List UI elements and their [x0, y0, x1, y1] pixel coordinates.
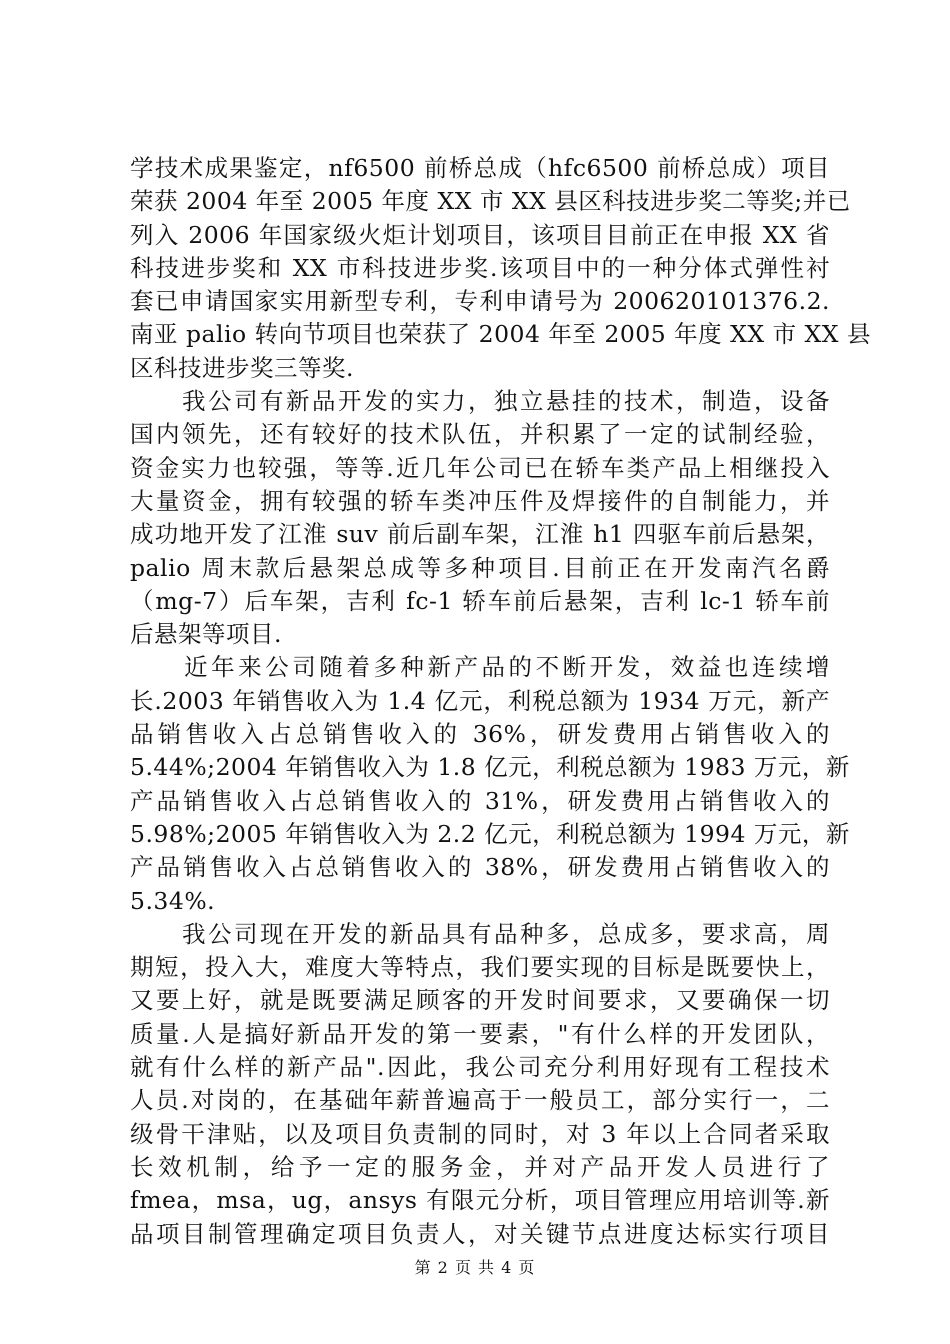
- text-line: fmea，msa，ug，ansys 有限元分析，项目管理应用培训等.新: [130, 1186, 830, 1215]
- text-line: 学技术成果鉴定，nf6500 前桥总成（hfc6500 前桥总成）项目: [130, 154, 830, 182]
- text-line: 国内领先，还有较好的技术队伍，并积累了一定的试制经验，: [130, 420, 830, 449]
- text-line: 南亚 palio 转向节项目也荣获了 2004 年至 2005 年度 XX 市 XX 县: [130, 320, 871, 349]
- text-line: （mg-7）后车架，吉利 fc-1 轿车前后悬架，吉利 lc-1 轿车前: [130, 586, 830, 615]
- text-line: 大量资金，拥有较强的轿车类冲压件及焊接件的自制能力，并: [130, 486, 830, 515]
- text-line: 级骨干津贴，以及项目负责制的同时，对 3 年以上合同者采取: [130, 1119, 830, 1148]
- text-line: 又要上好，就是既要满足顾客的开发时间要求，又要确保一切: [130, 986, 830, 1015]
- text-line: 近年来公司随着多种新产品的不断开发，效益也连续增: [130, 653, 830, 682]
- text-line: 5.34%.: [130, 886, 216, 915]
- text-line: 后悬架等项目.: [130, 620, 282, 649]
- text-line: 列入 2006 年国家级火炬计划项目，该项目目前正在申报 XX 省: [130, 220, 830, 249]
- text-line: 成功地开发了江淮 suv 前后副车架，江淮 h1 四驱车前后悬架，: [130, 520, 830, 549]
- text-line: 产品销售收入占总销售收入的 31%，研发费用占销售收入的: [130, 786, 830, 815]
- text-line: 我公司有新品开发的实力，独立悬挂的技术，制造，设备: [130, 387, 830, 416]
- text-line: 质量.人是搞好新品开发的第一要素，"有什么样的开发团队，: [130, 1019, 830, 1048]
- text-line: 套已申请国家实用新型专利，专利申请号为 200620101376.2.: [130, 287, 830, 316]
- text-line: 科技进步奖和 XX 市科技进步奖.该项目中的一种分体式弹性衬: [130, 253, 830, 282]
- page-footer: 第 2 页 共 4 页: [414, 1258, 536, 1277]
- text-line: 资金实力也较强，等等.近几年公司已在轿车类产品上相继投入: [130, 453, 830, 482]
- text-line: 长.2003 年销售收入为 1.4 亿元，利税总额为 1934 万元，新产: [130, 686, 830, 715]
- text-line: 荣获 2004 年至 2005 年度 XX 市 XX 县区科技进步奖二等奖;并已: [130, 187, 851, 216]
- text-line: 长效机制，给予一定的服务金，并对产品开发人员进行了: [130, 1152, 830, 1181]
- text-line: 5.98%;2005 年销售收入为 2.2 亿元，利税总额为 1994 万元，新: [130, 819, 850, 848]
- text-line: 我公司现在开发的新品具有品种多，总成多，要求高，周: [130, 919, 830, 948]
- text-line: 人员.对岗的，在基础年薪普遍高于一般员工，部分实行一，二: [130, 1086, 830, 1115]
- text-line: 区科技进步奖三等奖.: [130, 353, 354, 382]
- text-line: 5.44%;2004 年销售收入为 1.8 亿元，利税总额为 1983 万元，新: [130, 753, 850, 782]
- text-line: 就有什么样的新产品".因此，我公司充分利用好现有工程技术: [130, 1053, 830, 1082]
- body-text: [130, 152, 871, 1251]
- text-line: 品销售收入占总销售收入的 36%，研发费用占销售收入的: [130, 720, 830, 749]
- text-line: 期短，投入大，难度大等特点，我们要实现的目标是既要快上，: [130, 953, 830, 982]
- text-line: 品项目制管理确定项目负责人，对关键节点进度达标实行项目: [130, 1219, 830, 1248]
- text-line: palio 周末款后悬架总成等多种项目.目前正在开发南汽名爵: [130, 553, 830, 582]
- text-line: 产品销售收入占总销售收入的 38%，研发费用占销售收入的: [130, 853, 830, 882]
